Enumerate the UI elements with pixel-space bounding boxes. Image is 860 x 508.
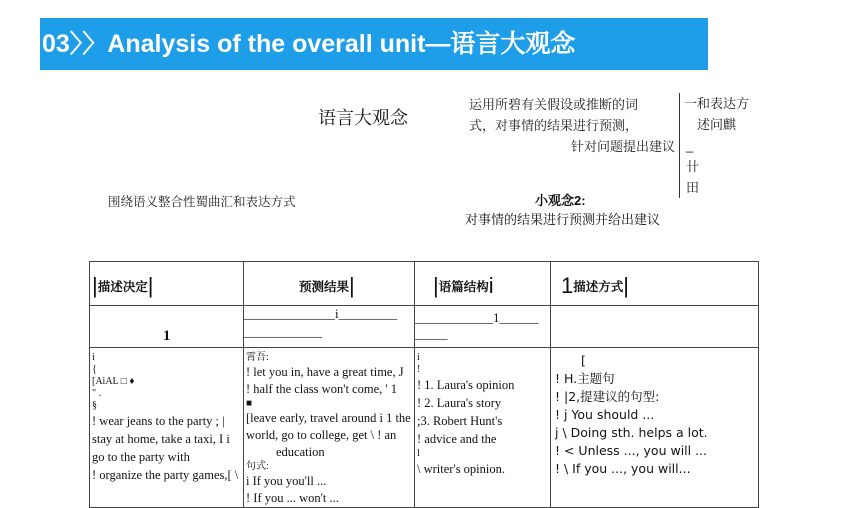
- cell-line: ! j You should ...: [555, 407, 655, 422]
- cell-line: ! wear jeans to the party ; |: [92, 414, 225, 428]
- sub-idea-desc: 对事情的结果进行预测并给出建议: [465, 212, 661, 227]
- header-cell: 预测结果|: [244, 262, 415, 306]
- cell-line: 句式:: [246, 461, 269, 472]
- cell-line: [leave early, travel around i 1 the: [246, 411, 411, 425]
- table-row: [90, 306, 759, 348]
- header-prefix: 1: [561, 273, 574, 298]
- blank-line: ______________i_________: [244, 306, 398, 321]
- section-banner: [40, 18, 708, 70]
- sub-idea-title: 小观念2:: [535, 193, 586, 208]
- side-note: [679, 93, 749, 198]
- cell-content: [551, 348, 758, 478]
- side-note-line: 述问麒: [697, 117, 737, 132]
- cell-line: i: [417, 352, 420, 363]
- cell-line: ! < Unless ..., you will ...: [555, 443, 708, 458]
- main-title: 语言大观念: [318, 108, 408, 128]
- cell-line: ! let you in, have a great time, J: [246, 365, 404, 379]
- header-label: 预测结果: [299, 280, 350, 294]
- side-note-line: 一和表达方: [684, 96, 750, 111]
- cell-line: ! advice and the: [417, 432, 497, 446]
- cell-line: {: [92, 364, 97, 375]
- blank-line: _____: [415, 326, 448, 341]
- table-cell: [415, 306, 551, 348]
- cell-content: [244, 348, 414, 507]
- blank-marker: i: [335, 306, 339, 321]
- table-cell: [551, 306, 759, 348]
- side-note-line: _: [686, 138, 694, 153]
- header-cell: |描述决定|: [90, 262, 244, 306]
- header-cell: |语篇结构i: [415, 262, 551, 306]
- header-label: 描述决定: [97, 280, 148, 294]
- blank-marker: 1: [493, 310, 500, 325]
- cell-line: ! If you ... won't ...: [246, 491, 339, 505]
- table-cell: [244, 306, 415, 348]
- cell-line: §: [92, 400, 97, 411]
- cell-line: !: [417, 364, 421, 375]
- header-cell: 1描述方式|: [551, 262, 759, 306]
- cell-line: ! 2. Laura's story: [417, 396, 502, 410]
- cell-line: stay at home, take a taxi, I i: [92, 432, 230, 446]
- analysis-table: [89, 261, 759, 508]
- blank-line: ____________1______: [415, 310, 539, 325]
- cell-line: l: [417, 448, 420, 459]
- row-number: 1: [163, 328, 171, 344]
- top-note-line: 针对问题提出建议: [570, 139, 675, 154]
- header-label: 描述方式: [573, 280, 624, 294]
- cell-line: [: [581, 353, 586, 368]
- blank-line: ____________: [244, 324, 322, 339]
- cell-content: [415, 348, 550, 478]
- cell-line: 霄吾:: [246, 352, 269, 363]
- section-title: 03〉〉Analysis of the overall unit—语言大观念: [42, 30, 576, 58]
- cell-line: ;3. Robert Hunt's: [417, 414, 503, 428]
- cell-line: go to the party with: [92, 450, 190, 464]
- cell-line: ! H.主题句: [555, 371, 615, 386]
- cell-line: ! half the class won't come, ' 1: [246, 382, 397, 396]
- header-label: 语篇结构: [438, 280, 489, 294]
- cell-line: \ writer's opinion.: [417, 462, 506, 476]
- cell-line: world, go to college, get \ ! an: [246, 428, 397, 442]
- side-note-line: 田: [686, 180, 700, 195]
- cell-line: ! 1. Laura's opinion: [417, 378, 515, 392]
- cell-line: i: [92, 352, 95, 363]
- cell-line: [AiAL □ ♦: [92, 376, 135, 387]
- top-note-line: 运用所碧有关假设或推断的词: [469, 97, 639, 112]
- top-note-line: 式，对事情的结果进行预测，: [469, 118, 639, 133]
- table-cell: [90, 306, 244, 348]
- cell-content: [90, 348, 243, 484]
- cell-line: j \ Doing sth. helps a lot.: [555, 425, 708, 440]
- cell-line: ■: [246, 398, 253, 409]
- side-note-line: 卄: [686, 159, 700, 174]
- left-note: 围绕语义整合性蜀曲汇和表达方式: [108, 195, 296, 209]
- cell-line: education: [276, 445, 325, 459]
- table-header-row: [90, 262, 759, 306]
- cell-line: i If you you'll ...: [246, 474, 327, 488]
- cell-line: ! \ If you ..., you will...: [555, 461, 691, 476]
- top-note: [469, 94, 679, 157]
- cell-line: ! organize the party games,[ \: [92, 468, 239, 482]
- cell-line: " .: [92, 388, 102, 399]
- cell-line: ! |2,提建议的句型:: [555, 389, 660, 404]
